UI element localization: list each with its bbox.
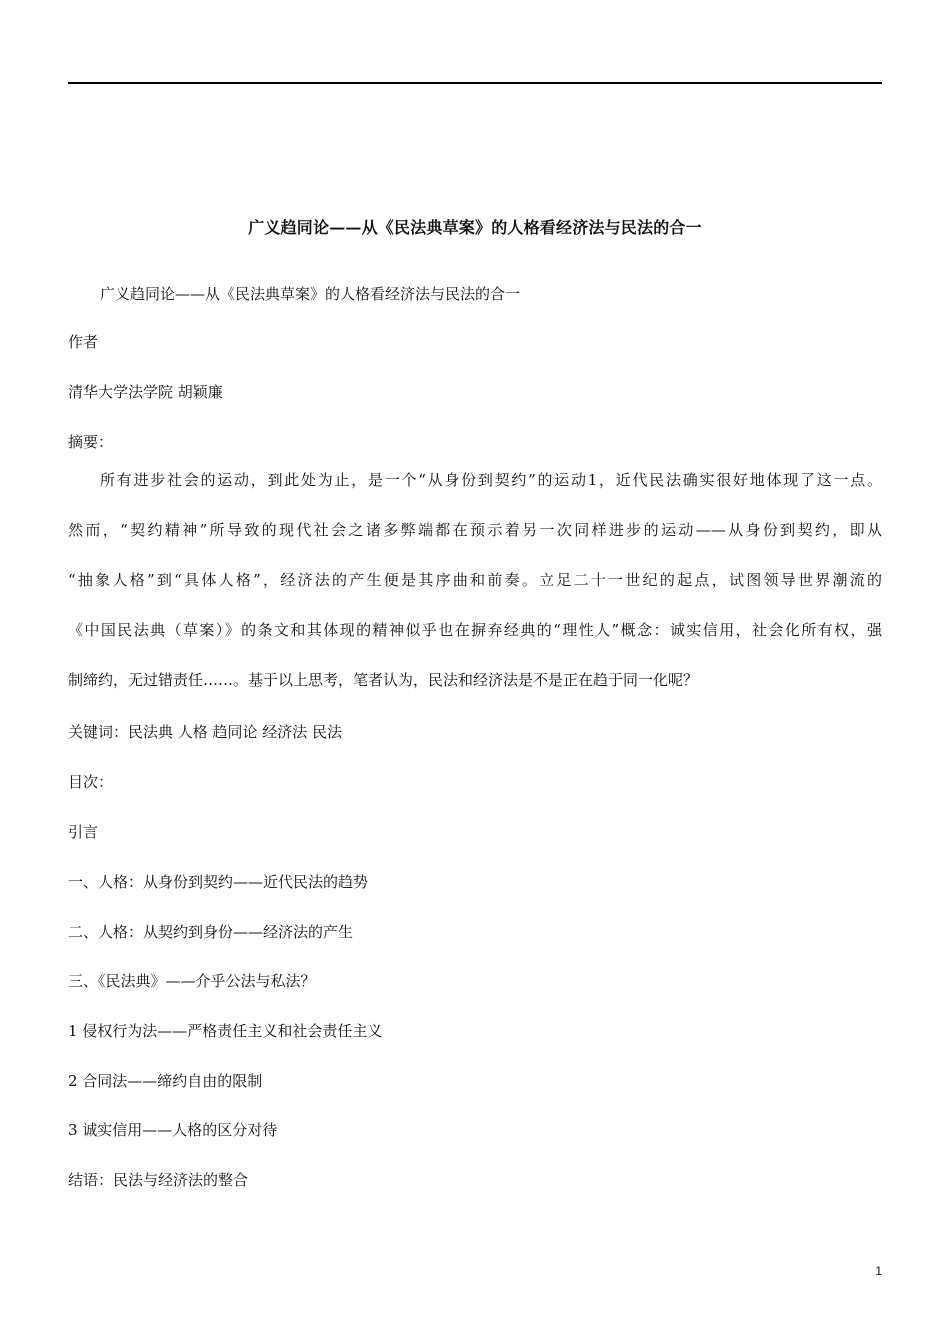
toc-item: 3 诚实信用——人格的区分对待 [68,1121,278,1139]
abstract-label: 摘要： [68,433,114,451]
toc-item: 三、《民法典》——介乎公法与私法？ [68,972,316,990]
author-label: 作者 [68,333,99,351]
toc-item: 1 侵权行为法——严格责任主义和社会责任主义 [68,1022,383,1040]
abstract-body [68,466,882,716]
abstract-line: 所有进步社会的运动，到此处为止，是一个“从身份到契约”的运动1，近代民法确实很好地体现了这一点。 [100,471,882,489]
keywords-line: 关键词：民法典 人格 趋同论 经济法 民法 [68,723,343,741]
document-title: 广义趋同论——从《民法典草案》的人格看经济法与民法的合一 [248,218,702,237]
abstract-line: 《中国民法典（草案）》的条文和其体现的精神似乎也在摒弃经典的“理性人”概念：诚实信用，社会化所有权，强 [68,621,882,639]
header-rule [68,82,882,84]
abstract-line: 制缔约，无过错责任……。基于以上思考，笔者认为，民法和经济法是不是正在趋于同一化呢？ [68,671,699,689]
page-number: 1 [875,1264,882,1278]
toc-item: 2 合同法——缔约自由的限制 [68,1072,263,1090]
abstract-line: “抽象人格”到“具体人格”，经济法的产生便是其序曲和前奏。立足二十一世纪的起点，试图领导世界潮流的 [68,571,882,589]
toc-item: 结语：民法与经济法的整合 [68,1171,249,1189]
author-name: 清华大学法学院 胡颖廉 [68,383,223,401]
toc-item: 一、人格：从身份到契约——近代民法的趋势 [68,873,369,891]
toc-item: 二、人格：从契约到身份——经济法的产生 [68,923,354,941]
abstract-line: 然而，“契约精神”所导致的现代社会之诸多弊端都在预示着另一次同样进步的运动——从身份到契约，即从 [68,521,882,539]
document-subtitle: 广义趋同论——从《民法典草案》的人格看经济法与民法的合一 [100,285,521,303]
toc-label: 目次： [68,773,114,791]
toc-item: 引言 [68,823,99,841]
